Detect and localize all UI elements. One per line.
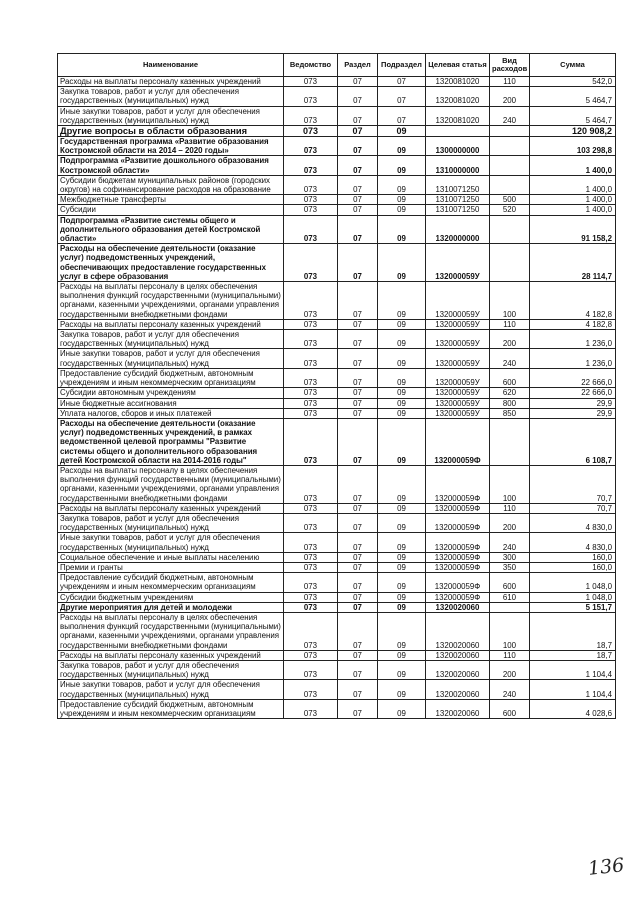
page-number: 136 (586, 854, 626, 880)
cell-podrazdel: 09 (378, 513, 426, 532)
cell-target-article: 132000059Ф (426, 533, 490, 552)
cell-podrazdel: 09 (378, 650, 426, 660)
cell-expense-type (490, 244, 530, 282)
cell-vedomstvo: 073 (284, 513, 338, 532)
cell-podrazdel: 09 (378, 602, 426, 612)
cell-name: Премии и гранты (58, 562, 284, 572)
table-row (58, 77, 616, 87)
cell-razdel: 07 (338, 368, 378, 387)
cell-target-article: 1320081020 (426, 77, 490, 87)
cell-name: Закупка товаров, работ и услуг для обеспечения государственных (муниципальных) нужд (58, 87, 284, 106)
table-row (58, 195, 616, 205)
cell-name: Другие мероприятия для детей и молодежи (58, 602, 284, 612)
cell-podrazdel: 09 (378, 699, 426, 718)
table-row (58, 156, 616, 175)
cell-podrazdel: 09 (378, 562, 426, 572)
cell-podrazdel: 09 (378, 349, 426, 368)
cell-expense-type: 300 (490, 552, 530, 562)
cell-target-article: 1320020060 (426, 650, 490, 660)
cell-razdel: 07 (338, 388, 378, 398)
cell-name: Государственная программа «Развитие образования Костромской области на 2014 – 2020 годы» (58, 137, 284, 156)
cell-podrazdel: 09 (378, 195, 426, 205)
cell-vedomstvo: 073 (284, 699, 338, 718)
cell-target-article (426, 126, 490, 137)
table-row (58, 137, 616, 156)
cell-name: Иные закупки товаров, работ и услуг для обеспечения государственных (муниципальных) нужд (58, 349, 284, 368)
cell-expense-type: 200 (490, 513, 530, 532)
cell-expense-type (490, 175, 530, 194)
cell-target-article: 132000059Ф (426, 573, 490, 592)
cell-podrazdel: 09 (378, 680, 426, 699)
cell-target-article: 1320081020 (426, 106, 490, 125)
table-row (58, 349, 616, 368)
cell-name: Закупка товаров, работ и услуг для обеспечения государственных (муниципальных) нужд (58, 330, 284, 349)
cell-podrazdel: 09 (378, 660, 426, 679)
cell-target-article: 1320020060 (426, 660, 490, 679)
cell-sum: 6 108,7 (530, 418, 616, 465)
table-row (58, 465, 616, 503)
cell-name: Расходы на выплаты персоналу в целях обеспечения выполнения функций государственными (муниципальными) органами, казенными учреждениями, органами управления государственными внебюджетными фондами (58, 465, 284, 503)
table-row (58, 408, 616, 418)
cell-name: Предоставление субсидий бюджетным, автономным учреждениям и иным некоммерческим организациям (58, 699, 284, 718)
cell-expense-type: 110 (490, 650, 530, 660)
cell-target-article: 1320020060 (426, 680, 490, 699)
cell-sum: 4 182,8 (530, 282, 616, 320)
table-row (58, 418, 616, 465)
budget-document (57, 53, 615, 719)
cell-vedomstvo: 073 (284, 282, 338, 320)
cell-vedomstvo: 073 (284, 106, 338, 125)
cell-razdel: 07 (338, 175, 378, 194)
table-row (58, 282, 616, 320)
cell-razdel: 07 (338, 408, 378, 418)
header-expense-type: Вид расходов (490, 54, 530, 77)
cell-name: Закупка товаров, работ и услуг для обеспечения государственных (муниципальных) нужд (58, 513, 284, 532)
cell-sum: 160,0 (530, 562, 616, 572)
cell-sum: 1 236,0 (530, 330, 616, 349)
cell-razdel: 07 (338, 602, 378, 612)
cell-podrazdel: 09 (378, 282, 426, 320)
cell-expense-type: 110 (490, 503, 530, 513)
cell-target-article: 1310071250 (426, 205, 490, 215)
cell-razdel: 07 (338, 660, 378, 679)
cell-razdel: 07 (338, 552, 378, 562)
cell-sum: 1 400,0 (530, 205, 616, 215)
cell-podrazdel: 09 (378, 368, 426, 387)
cell-sum: 29,9 (530, 408, 616, 418)
table-row (58, 398, 616, 408)
cell-vedomstvo: 073 (284, 680, 338, 699)
cell-sum: 4 830,0 (530, 533, 616, 552)
cell-podrazdel: 07 (378, 106, 426, 125)
cell-target-article: 132000059У (426, 408, 490, 418)
cell-podrazdel: 09 (378, 137, 426, 156)
cell-sum: 5 464,7 (530, 87, 616, 106)
cell-vedomstvo: 073 (284, 418, 338, 465)
cell-target-article: 1320081020 (426, 87, 490, 106)
cell-sum: 1 400,0 (530, 156, 616, 175)
cell-sum: 1 236,0 (530, 349, 616, 368)
cell-expense-type: 240 (490, 349, 530, 368)
cell-target-article: 1320020060 (426, 602, 490, 612)
cell-sum: 1 104,4 (530, 680, 616, 699)
cell-expense-type: 240 (490, 533, 530, 552)
table-row (58, 175, 616, 194)
cell-vedomstvo: 073 (284, 195, 338, 205)
cell-sum: 4 028,6 (530, 699, 616, 718)
table-row (58, 87, 616, 106)
table-body (58, 77, 616, 719)
cell-vedomstvo: 073 (284, 215, 338, 244)
cell-podrazdel: 09 (378, 533, 426, 552)
cell-sum: 70,7 (530, 503, 616, 513)
cell-expense-type (490, 418, 530, 465)
cell-razdel: 07 (338, 330, 378, 349)
table-row (58, 612, 616, 650)
cell-vedomstvo: 073 (284, 330, 338, 349)
cell-target-article: 132000059Ф (426, 503, 490, 513)
cell-sum: 1 048,0 (530, 592, 616, 602)
cell-name: Расходы на выплаты персоналу казенных учреждений (58, 650, 284, 660)
cell-podrazdel: 09 (378, 398, 426, 408)
header-podrazdel: Подраздел (378, 54, 426, 77)
cell-razdel: 07 (338, 244, 378, 282)
cell-target-article: 132000059У (426, 349, 490, 368)
cell-target-article: 132000059Ф (426, 513, 490, 532)
table-row (58, 368, 616, 387)
cell-target-article: 1320020060 (426, 699, 490, 718)
cell-expense-type: 600 (490, 573, 530, 592)
cell-expense-type (490, 137, 530, 156)
cell-name: Иные бюджетные ассигнования (58, 398, 284, 408)
table-row (58, 503, 616, 513)
cell-razdel: 07 (338, 87, 378, 106)
table-row (58, 319, 616, 329)
cell-razdel: 07 (338, 137, 378, 156)
cell-sum: 91 158,2 (530, 215, 616, 244)
cell-sum: 1 048,0 (530, 573, 616, 592)
table-row (58, 660, 616, 679)
cell-name: Уплата налогов, сборов и иных платежей (58, 408, 284, 418)
cell-sum: 103 298,8 (530, 137, 616, 156)
cell-vedomstvo: 073 (284, 602, 338, 612)
cell-name: Социальное обеспечение и иные выплаты населению (58, 552, 284, 562)
cell-name: Закупка товаров, работ и услуг для обеспечения государственных (муниципальных) нужд (58, 660, 284, 679)
cell-vedomstvo: 073 (284, 562, 338, 572)
cell-target-article: 132000059У (426, 398, 490, 408)
cell-razdel: 07 (338, 349, 378, 368)
cell-vedomstvo: 073 (284, 388, 338, 398)
header-razdel: Раздел (338, 54, 378, 77)
cell-name: Расходы на обеспечение деятельности (оказание услуг) подведомственных учреждений, обеспечивающих предоставление государственных услуг в сфере образования (58, 244, 284, 282)
table-row (58, 106, 616, 125)
cell-razdel: 07 (338, 398, 378, 408)
cell-sum: 5 464,7 (530, 106, 616, 125)
cell-expense-type: 800 (490, 398, 530, 408)
cell-name: Расходы на обеспечение деятельности (оказание услуг) подведомственных учреждений, в рамках ведомственной целевой программы "Развитие системы общего и дополнительного образования детей Костромской области на 2014-2016 годы" (58, 418, 284, 465)
cell-target-article: 132000059Ф (426, 592, 490, 602)
cell-podrazdel: 09 (378, 215, 426, 244)
cell-razdel: 07 (338, 418, 378, 465)
cell-sum: 542,0 (530, 77, 616, 87)
cell-name: Расходы на выплаты персоналу в целях обеспечения выполнения функций государственными (муниципальными) органами, казенными учреждениями, органами управления государственными внебюджетными фондами (58, 282, 284, 320)
cell-expense-type: 100 (490, 612, 530, 650)
cell-expense-type: 240 (490, 680, 530, 699)
cell-razdel: 07 (338, 650, 378, 660)
cell-podrazdel: 09 (378, 330, 426, 349)
cell-razdel: 07 (338, 465, 378, 503)
cell-expense-type: 240 (490, 106, 530, 125)
cell-expense-type: 100 (490, 282, 530, 320)
cell-podrazdel: 09 (378, 503, 426, 513)
cell-sum: 5 151,7 (530, 602, 616, 612)
cell-name: Предоставление субсидий бюджетным, автономным учреждениям и иным некоммерческим организациям (58, 573, 284, 592)
header-target-article: Целевая статья (426, 54, 490, 77)
cell-name: Иные закупки товаров, работ и услуг для обеспечения государственных (муниципальных) нужд (58, 106, 284, 125)
cell-vedomstvo: 073 (284, 205, 338, 215)
cell-sum: 4 182,8 (530, 319, 616, 329)
cell-expense-type: 610 (490, 592, 530, 602)
cell-razdel: 07 (338, 612, 378, 650)
cell-vedomstvo: 073 (284, 408, 338, 418)
cell-razdel: 07 (338, 680, 378, 699)
cell-sum: 28 114,7 (530, 244, 616, 282)
cell-razdel: 07 (338, 77, 378, 87)
cell-vedomstvo: 073 (284, 592, 338, 602)
cell-expense-type: 110 (490, 77, 530, 87)
cell-vedomstvo: 073 (284, 77, 338, 87)
cell-name: Иные закупки товаров, работ и услуг для обеспечения государственных (муниципальных) нужд (58, 680, 284, 699)
cell-razdel: 07 (338, 205, 378, 215)
cell-expense-type (490, 215, 530, 244)
table-row (58, 592, 616, 602)
cell-sum: 120 908,2 (530, 126, 616, 137)
cell-vedomstvo: 073 (284, 398, 338, 408)
cell-vedomstvo: 073 (284, 156, 338, 175)
cell-razdel: 07 (338, 573, 378, 592)
cell-podrazdel: 09 (378, 319, 426, 329)
cell-sum: 4 830,0 (530, 513, 616, 532)
table-row (58, 562, 616, 572)
table-row (58, 680, 616, 699)
cell-razdel: 07 (338, 513, 378, 532)
cell-vedomstvo: 073 (284, 660, 338, 679)
cell-name: Подпрограмма «Развитие дошкольного образования Костромской области» (58, 156, 284, 175)
cell-podrazdel: 07 (378, 87, 426, 106)
cell-name: Расходы на выплаты персоналу в целях обеспечения выполнения функций государственными (муниципальными) органами, казенными учреждениями, органами управления государственными внебюджетными фондами (58, 612, 284, 650)
cell-razdel: 07 (338, 106, 378, 125)
header-vedomstvo: Ведомство (284, 54, 338, 77)
cell-target-article: 132000059У (426, 244, 490, 282)
cell-vedomstvo: 073 (284, 87, 338, 106)
cell-vedomstvo: 073 (284, 126, 338, 137)
cell-vedomstvo: 073 (284, 650, 338, 660)
table-row (58, 533, 616, 552)
cell-podrazdel: 09 (378, 205, 426, 215)
table-row (58, 552, 616, 562)
cell-vedomstvo: 073 (284, 319, 338, 329)
cell-razdel: 07 (338, 592, 378, 602)
cell-sum: 22 666,0 (530, 388, 616, 398)
cell-podrazdel: 09 (378, 465, 426, 503)
header-sum: Сумма (530, 54, 616, 77)
cell-podrazdel: 09 (378, 156, 426, 175)
header-row (58, 54, 616, 77)
cell-razdel: 07 (338, 699, 378, 718)
cell-sum: 1 104,4 (530, 660, 616, 679)
cell-vedomstvo: 073 (284, 175, 338, 194)
cell-expense-type (490, 602, 530, 612)
header-name: Наименование (58, 54, 284, 77)
cell-razdel: 07 (338, 533, 378, 552)
cell-target-article: 132000059У (426, 368, 490, 387)
cell-expense-type: 200 (490, 87, 530, 106)
cell-sum: 22 666,0 (530, 368, 616, 387)
cell-razdel: 07 (338, 126, 378, 137)
cell-name: Предоставление субсидий бюджетным, автономным учреждениям и иным некоммерческим организациям (58, 368, 284, 387)
cell-name: Субсидии автономным учреждениям (58, 388, 284, 398)
cell-name: Иные закупки товаров, работ и услуг для обеспечения государственных (муниципальных) нужд (58, 533, 284, 552)
cell-target-article: 132000059У (426, 330, 490, 349)
cell-vedomstvo: 073 (284, 349, 338, 368)
cell-name: Субсидии бюджетам муниципальных районов (городских округов) на софинансирование расходов на образование (58, 175, 284, 194)
cell-vedomstvo: 073 (284, 552, 338, 562)
cell-razdel: 07 (338, 319, 378, 329)
cell-razdel: 07 (338, 195, 378, 205)
cell-podrazdel: 07 (378, 77, 426, 87)
cell-sum: 1 400,0 (530, 175, 616, 194)
cell-vedomstvo: 073 (284, 573, 338, 592)
cell-target-article: 1300000000 (426, 137, 490, 156)
table-row (58, 244, 616, 282)
cell-target-article: 132000059Ф (426, 562, 490, 572)
cell-target-article: 132000059Ф (426, 552, 490, 562)
table-row (58, 513, 616, 532)
cell-podrazdel: 09 (378, 418, 426, 465)
cell-target-article: 1320000000 (426, 215, 490, 244)
cell-podrazdel: 09 (378, 175, 426, 194)
cell-name: Расходы на выплаты персоналу казенных учреждений (58, 77, 284, 87)
cell-expense-type: 520 (490, 205, 530, 215)
cell-target-article: 132000059Ф (426, 465, 490, 503)
cell-expense-type: 620 (490, 388, 530, 398)
table-row (58, 126, 616, 137)
cell-name: Подпрограмма «Развитие системы общего и дополнительного образования детей Костромской области» (58, 215, 284, 244)
cell-name: Расходы на выплаты персоналу казенных учреждений (58, 319, 284, 329)
cell-expense-type: 850 (490, 408, 530, 418)
cell-razdel: 07 (338, 156, 378, 175)
cell-podrazdel: 09 (378, 592, 426, 602)
table-row (58, 330, 616, 349)
cell-vedomstvo: 073 (284, 533, 338, 552)
table-row (58, 388, 616, 398)
cell-vedomstvo: 073 (284, 612, 338, 650)
table-row (58, 215, 616, 244)
cell-sum: 29,9 (530, 398, 616, 408)
cell-sum: 160,0 (530, 552, 616, 562)
cell-name: Расходы на выплаты персоналу казенных учреждений (58, 503, 284, 513)
cell-expense-type (490, 156, 530, 175)
cell-vedomstvo: 073 (284, 465, 338, 503)
table-row (58, 205, 616, 215)
cell-target-article: 132000059Ф (426, 418, 490, 465)
table-row (58, 602, 616, 612)
cell-vedomstvo: 073 (284, 137, 338, 156)
cell-vedomstvo: 073 (284, 368, 338, 387)
budget-table (57, 53, 616, 719)
cell-podrazdel: 09 (378, 573, 426, 592)
cell-target-article: 1320020060 (426, 612, 490, 650)
cell-podrazdel: 09 (378, 126, 426, 137)
cell-podrazdel: 09 (378, 408, 426, 418)
cell-expense-type: 350 (490, 562, 530, 572)
cell-expense-type: 500 (490, 195, 530, 205)
cell-expense-type: 600 (490, 368, 530, 387)
table-row (58, 573, 616, 592)
cell-expense-type (490, 126, 530, 137)
cell-podrazdel: 09 (378, 244, 426, 282)
cell-podrazdel: 09 (378, 388, 426, 398)
table-row (58, 650, 616, 660)
cell-vedomstvo: 073 (284, 503, 338, 513)
cell-target-article: 132000059У (426, 388, 490, 398)
cell-razdel: 07 (338, 503, 378, 513)
cell-razdel: 07 (338, 562, 378, 572)
table-row (58, 699, 616, 718)
cell-target-article: 1310071250 (426, 175, 490, 194)
cell-name: Субсидии (58, 205, 284, 215)
cell-sum: 1 400,0 (530, 195, 616, 205)
cell-target-article: 1310071250 (426, 195, 490, 205)
cell-name: Межбюджетные трансферты (58, 195, 284, 205)
cell-target-article: 132000059У (426, 319, 490, 329)
cell-expense-type: 200 (490, 660, 530, 679)
cell-name: Другие вопросы в области образования (58, 126, 284, 137)
cell-expense-type: 100 (490, 465, 530, 503)
cell-target-article: 132000059У (426, 282, 490, 320)
cell-target-article: 1310000000 (426, 156, 490, 175)
cell-podrazdel: 09 (378, 612, 426, 650)
cell-sum: 70,7 (530, 465, 616, 503)
cell-expense-type: 600 (490, 699, 530, 718)
cell-sum: 18,7 (530, 650, 616, 660)
cell-razdel: 07 (338, 282, 378, 320)
cell-razdel: 07 (338, 215, 378, 244)
cell-podrazdel: 09 (378, 552, 426, 562)
cell-expense-type: 110 (490, 319, 530, 329)
cell-vedomstvo: 073 (284, 244, 338, 282)
cell-name: Субсидии бюджетным учреждениям (58, 592, 284, 602)
cell-expense-type: 200 (490, 330, 530, 349)
cell-sum: 18,7 (530, 612, 616, 650)
